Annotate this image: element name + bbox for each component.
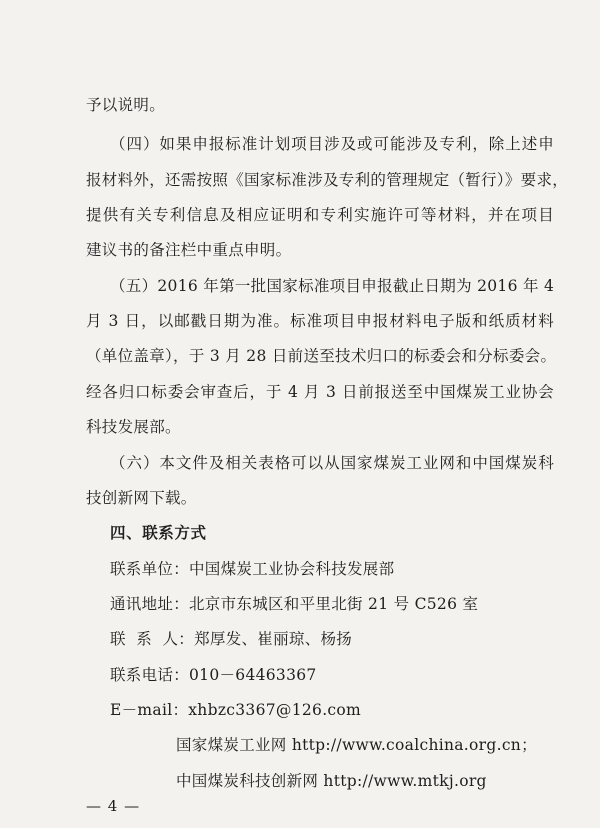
website-coalchina: 国家煤炭工业网 http://www.coalchina.org.cn； — [176, 736, 537, 754]
paragraph-line: 建议书的备注栏中重点申明。 — [86, 241, 292, 259]
section-heading: 四、联系方式 — [110, 524, 207, 542]
website-mtkj: 中国煤炭科技创新网 http://www.mtkj.org — [176, 772, 487, 790]
paragraph-line: （四）如果申报标准计划项目涉及或可能涉及专利，除上述申 — [110, 135, 554, 153]
contact-email: E－mail：xhbzc3367@126.com — [110, 701, 362, 719]
paragraph-line: （五）2016 年第一批国家标准项目申报截止日期为 2016 年 4 — [110, 277, 555, 295]
contact-unit: 联系单位：中国煤炭工业协会科技发展部 — [110, 560, 395, 578]
contact-people: 联 系 人：郑厚发、崔丽琼、杨扬 — [110, 630, 353, 648]
page-number: — 4 — — [86, 797, 141, 815]
paragraph-line: 经各归口标委会审查后，于 4 月 3 日前报送至中国煤炭工业协会 — [86, 383, 554, 401]
paragraph-line: 予以说明。 — [86, 96, 166, 114]
contact-phone: 联系电话：010－64463367 — [110, 666, 317, 684]
paragraph-line: 科技发展部。 — [86, 418, 181, 436]
paragraph-line: 技创新网下载。 — [86, 489, 197, 507]
paragraph-line: 报材料外，还需按照《国家标准涉及专利的管理规定（暂行）》要求， — [86, 171, 569, 189]
contact-address: 通讯地址：北京市东城区和平里北街 21 号 C526 室 — [110, 595, 479, 613]
paragraph-line: （单位盖章），于 3 月 28 日前送至技术归口的标委会和分标委会。 — [86, 347, 557, 365]
paragraph-line: 提供有关专利信息及相应证明和专利实施许可等材料，并在项目 — [86, 206, 554, 224]
paragraph-line: 月 3 日，以邮戳日期为准。标准项目申报材料电子版和纸质材料 — [86, 312, 554, 330]
paragraph-line: （六）本文件及相关表格可以从国家煤炭工业网和中国煤炭科 — [110, 454, 554, 472]
